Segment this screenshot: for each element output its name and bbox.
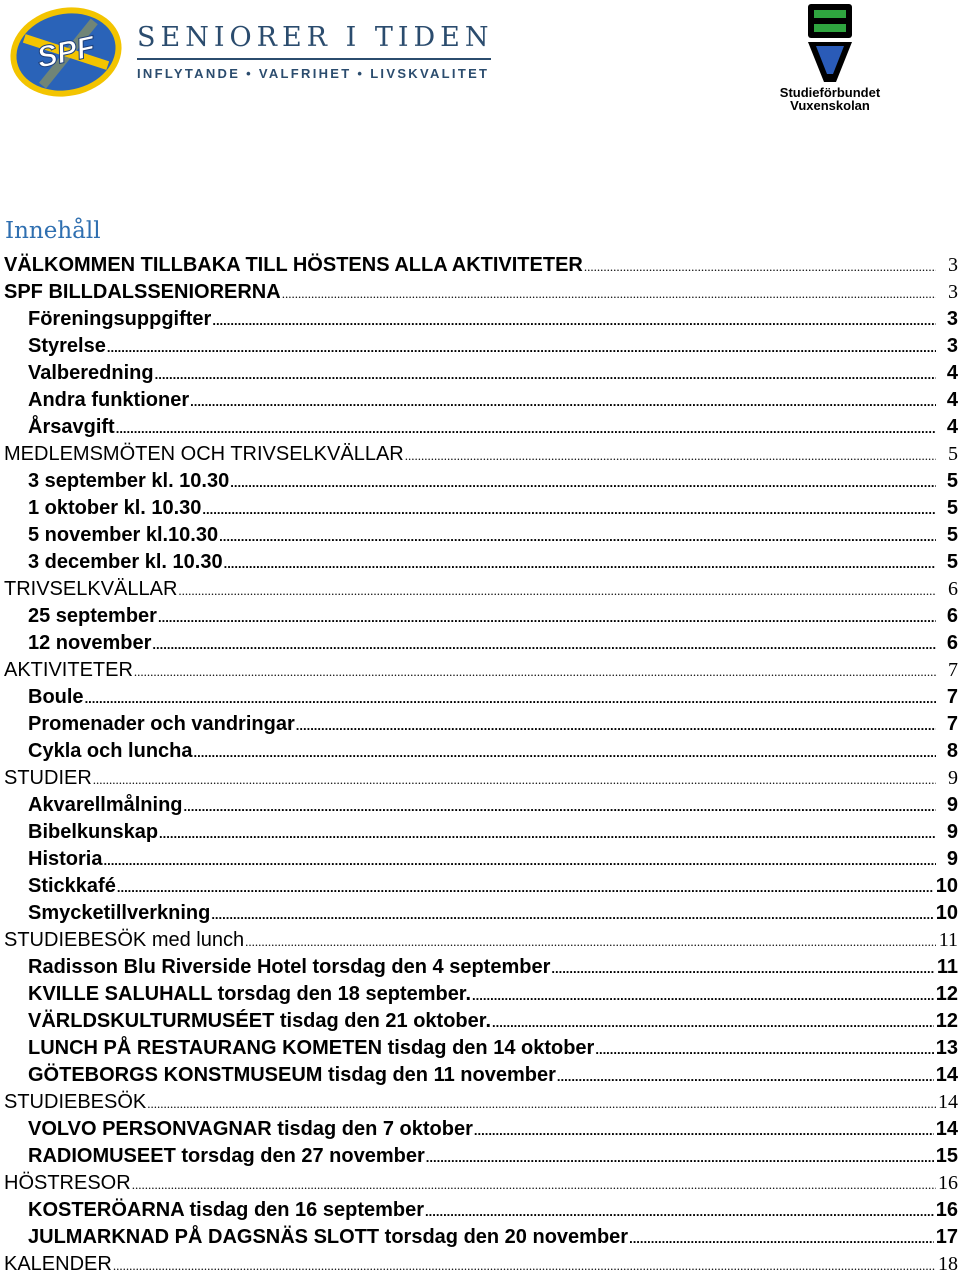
toc-dot-leader [492,1009,934,1035]
toc-entry[interactable] [4,1251,958,1278]
toc-dot-leader [296,712,936,738]
toc-entry-title: 1 oktober kl. 10.30 [28,497,202,519]
toc-entry-title: HÖSTRESOR [4,1172,131,1194]
toc-dot-leader [202,496,936,522]
toc-dot-leader [190,388,936,414]
toc-entry-title: KOSTERÖARNA tisdag den 16 september [28,1199,425,1221]
toc-entry-title: Promenader och vandringar [28,713,295,735]
toc-page-number: 14 [935,1064,958,1086]
toc-page-number: 4 [946,362,958,384]
toc-entry-title: Cykla och luncha [28,740,193,762]
toc-entry[interactable] [4,981,958,1008]
toc-page-number: 11 [936,956,958,978]
toc-entry[interactable] [4,657,958,684]
toc-entry[interactable] [4,873,958,900]
toc-entry-title: Bibelkunskap [28,821,159,843]
toc-dot-leader [194,739,937,765]
table-of-contents [4,252,958,1278]
toc-dot-leader [152,631,936,657]
toc-entry[interactable] [4,360,958,387]
toc-heading: Innehåll [5,218,101,244]
toc-entry-title: Akvarellmålning [28,794,183,816]
toc-entry-title: KVILLE SALUHALL torsdag den 18 september. [28,983,472,1005]
spf-logo [6,4,130,100]
toc-entry[interactable] [4,279,958,306]
toc-entry-title: 3 september kl. 10.30 [28,470,230,492]
toc-page-number: 7 [946,686,958,708]
spf-logo-text: SPF [34,30,99,75]
toc-page-number: 6 [948,578,958,600]
toc-entry[interactable] [4,1035,958,1062]
toc-dot-leader [159,820,936,846]
toc-dot-leader [474,1117,934,1143]
toc-entry-title: VÄRLDSKULTURMUSÉET tisdag den 21 oktober. [28,1010,492,1032]
toc-entry-title: Boule [28,686,84,708]
toc-page-number: 14 [938,1091,958,1113]
toc-entry[interactable] [4,333,958,360]
toc-entry[interactable] [4,306,958,333]
toc-entry-title: LUNCH PÅ RESTAURANG KOMETEN tisdag den 14 oktober [28,1037,595,1059]
toc-entry-title: 25 september [28,605,157,627]
toc-dot-leader [107,334,936,360]
toc-dot-leader [219,523,936,549]
toc-dot-leader [584,253,936,279]
toc-dot-leader [113,1252,936,1278]
toc-dot-leader [595,1036,933,1062]
brand-divider [137,58,491,60]
toc-page-number: 15 [935,1145,958,1167]
toc-entry[interactable] [4,1116,958,1143]
toc-dot-leader [132,1171,936,1197]
toc-entry[interactable] [4,387,958,414]
toc-entry[interactable] [4,414,958,441]
toc-dot-leader [103,847,936,873]
toc-dot-leader [551,955,934,981]
toc-page-number: 4 [946,416,958,438]
toc-entry-title: Historia [28,848,103,870]
toc-page-number: 17 [935,1226,958,1248]
toc-entry[interactable] [4,1062,958,1089]
toc-entry-title: STUDIER [4,767,92,789]
brand-block [137,22,494,81]
toc-page-number: 9 [948,767,958,789]
toc-entry[interactable] [4,1089,958,1116]
toc-entry[interactable] [4,846,958,873]
toc-entry[interactable] [4,522,958,549]
toc-entry[interactable] [4,252,958,279]
toc-dot-leader [184,793,936,819]
toc-page-number: 10 [935,875,958,897]
toc-dot-leader [426,1144,934,1170]
toc-dot-leader [211,901,933,927]
toc-dot-leader [282,280,936,306]
sv-organization-name [772,86,888,112]
toc-page-number: 6 [946,632,958,654]
toc-entry-title: TRIVSELKVÄLLAR [4,578,178,600]
toc-entry[interactable] [4,819,958,846]
toc-page-number: 4 [946,389,958,411]
toc-entry[interactable] [4,711,958,738]
toc-dot-leader [405,442,936,468]
toc-entry[interactable] [4,549,958,576]
toc-entry[interactable] [4,495,958,522]
toc-page-number: 12 [935,1010,958,1032]
toc-dot-leader [245,928,936,954]
toc-entry[interactable] [4,900,958,927]
toc-dot-leader [117,874,934,900]
toc-dot-leader [557,1063,934,1089]
toc-entry-title: SPF BILLDALSSENIORERNA [4,281,281,303]
toc-page-number: 16 [938,1172,958,1194]
toc-entry-title: Föreningsuppgifter [28,308,212,330]
toc-page-number: 5 [946,497,958,519]
toc-entry-title: 12 november [28,632,152,654]
toc-dot-leader [212,307,936,333]
toc-entry-title: 3 december kl. 10.30 [28,551,223,573]
toc-page-number: 8 [946,740,958,762]
toc-entry-title: Andra funktioner [28,389,190,411]
toc-page-number: 3 [948,254,958,276]
toc-page-number: 3 [948,281,958,303]
toc-dot-leader [224,550,936,576]
toc-dot-leader [85,685,936,711]
brand-subtitle: INFLYTANDE • VALFRIHET • LIVSKVALITET [137,66,490,81]
toc-dot-leader [178,577,936,603]
toc-entry-title: Radisson Blu Riverside Hotel torsdag den 4 september [28,956,551,978]
toc-page-number: 9 [946,848,958,870]
toc-entry-title: Styrelse [28,335,106,357]
toc-entry[interactable] [4,927,958,954]
toc-entry-title: RADIOMUSEET torsdag den 27 november [28,1145,425,1167]
toc-dot-leader [155,361,936,387]
toc-page-number: 5 [946,524,958,546]
toc-entry-title: Årsavgift [28,416,115,438]
toc-entry[interactable] [4,576,958,603]
toc-page-number: 5 [946,551,958,573]
toc-page-number: 9 [946,794,958,816]
toc-page-number: 13 [935,1037,958,1059]
toc-entry[interactable] [4,441,958,468]
sv-logo [806,2,854,84]
toc-page-number: 5 [948,443,958,465]
toc-entry[interactable] [4,684,958,711]
toc-entry[interactable] [4,1143,958,1170]
sv-name-line2: Vuxenskolan [790,98,870,113]
sv-name-line1: Studieförbundet [779,85,881,100]
toc-entry-title: VOLVO PERSONVAGNAR tisdag den 7 oktober [28,1118,473,1140]
toc-entry-title: GÖTEBORGS KONSTMUSEUM tisdag den 11 november [28,1064,556,1086]
toc-page-number: 10 [935,902,958,924]
toc-entry-title: KALENDER [4,1253,112,1275]
toc-entry[interactable] [4,1197,958,1224]
toc-dot-leader [116,415,936,441]
toc-entry-title: Smycketillverkning [28,902,211,924]
toc-page-number: 3 [946,335,958,357]
toc-entry-title: STUDIEBESÖK [4,1091,147,1113]
toc-page-number: 16 [935,1199,958,1221]
toc-entry-title: 5 november kl.10.30 [28,524,219,546]
toc-entry[interactable] [4,630,958,657]
toc-entry-title: MEDLEMSMÖTEN OCH TRIVSELKVÄLLAR [4,443,404,465]
toc-page-number: 14 [935,1118,958,1140]
toc-entry-title: VÄLKOMMEN TILLBAKA TILL HÖSTENS ALLA AKTIVITETER [4,254,583,276]
toc-page-number: 7 [946,713,958,735]
toc-dot-leader [158,604,936,630]
toc-page-number: 5 [946,470,958,492]
toc-dot-leader [629,1225,934,1251]
toc-entry[interactable] [4,1224,958,1251]
toc-entry-title: STUDIEBESÖK med lunch [4,929,245,951]
toc-dot-leader [425,1198,934,1224]
toc-dot-leader [230,469,936,495]
toc-page-number: 3 [946,308,958,330]
toc-entry-title: JULMARKNAD PÅ DAGSNÄS SLOTT torsdag den 20 november [28,1226,629,1248]
toc-page-number: 18 [938,1253,958,1275]
toc-dot-leader [93,766,936,792]
toc-page-number: 6 [946,605,958,627]
toc-entry-title: AKTIVITETER [4,659,133,681]
toc-entry[interactable] [4,738,958,765]
toc-dot-leader [472,982,934,1008]
toc-dot-leader [134,658,936,684]
page-header [0,0,960,130]
toc-entry[interactable] [4,1170,958,1197]
toc-page-number: 9 [946,821,958,843]
toc-entry[interactable] [4,1008,958,1035]
toc-entry[interactable] [4,765,958,792]
toc-dot-leader [147,1090,936,1116]
toc-entry[interactable] [4,954,958,981]
toc-entry[interactable] [4,468,958,495]
toc-entry[interactable] [4,792,958,819]
toc-entry-title: Valberedning [28,362,154,384]
toc-page-number: 12 [935,983,958,1005]
toc-page-number: 7 [948,659,958,681]
toc-entry[interactable] [4,603,958,630]
brand-title: SENIORER I TIDEN [137,22,494,53]
toc-page-number: 11 [938,929,958,951]
toc-entry-title: Stickkafé [28,875,116,897]
